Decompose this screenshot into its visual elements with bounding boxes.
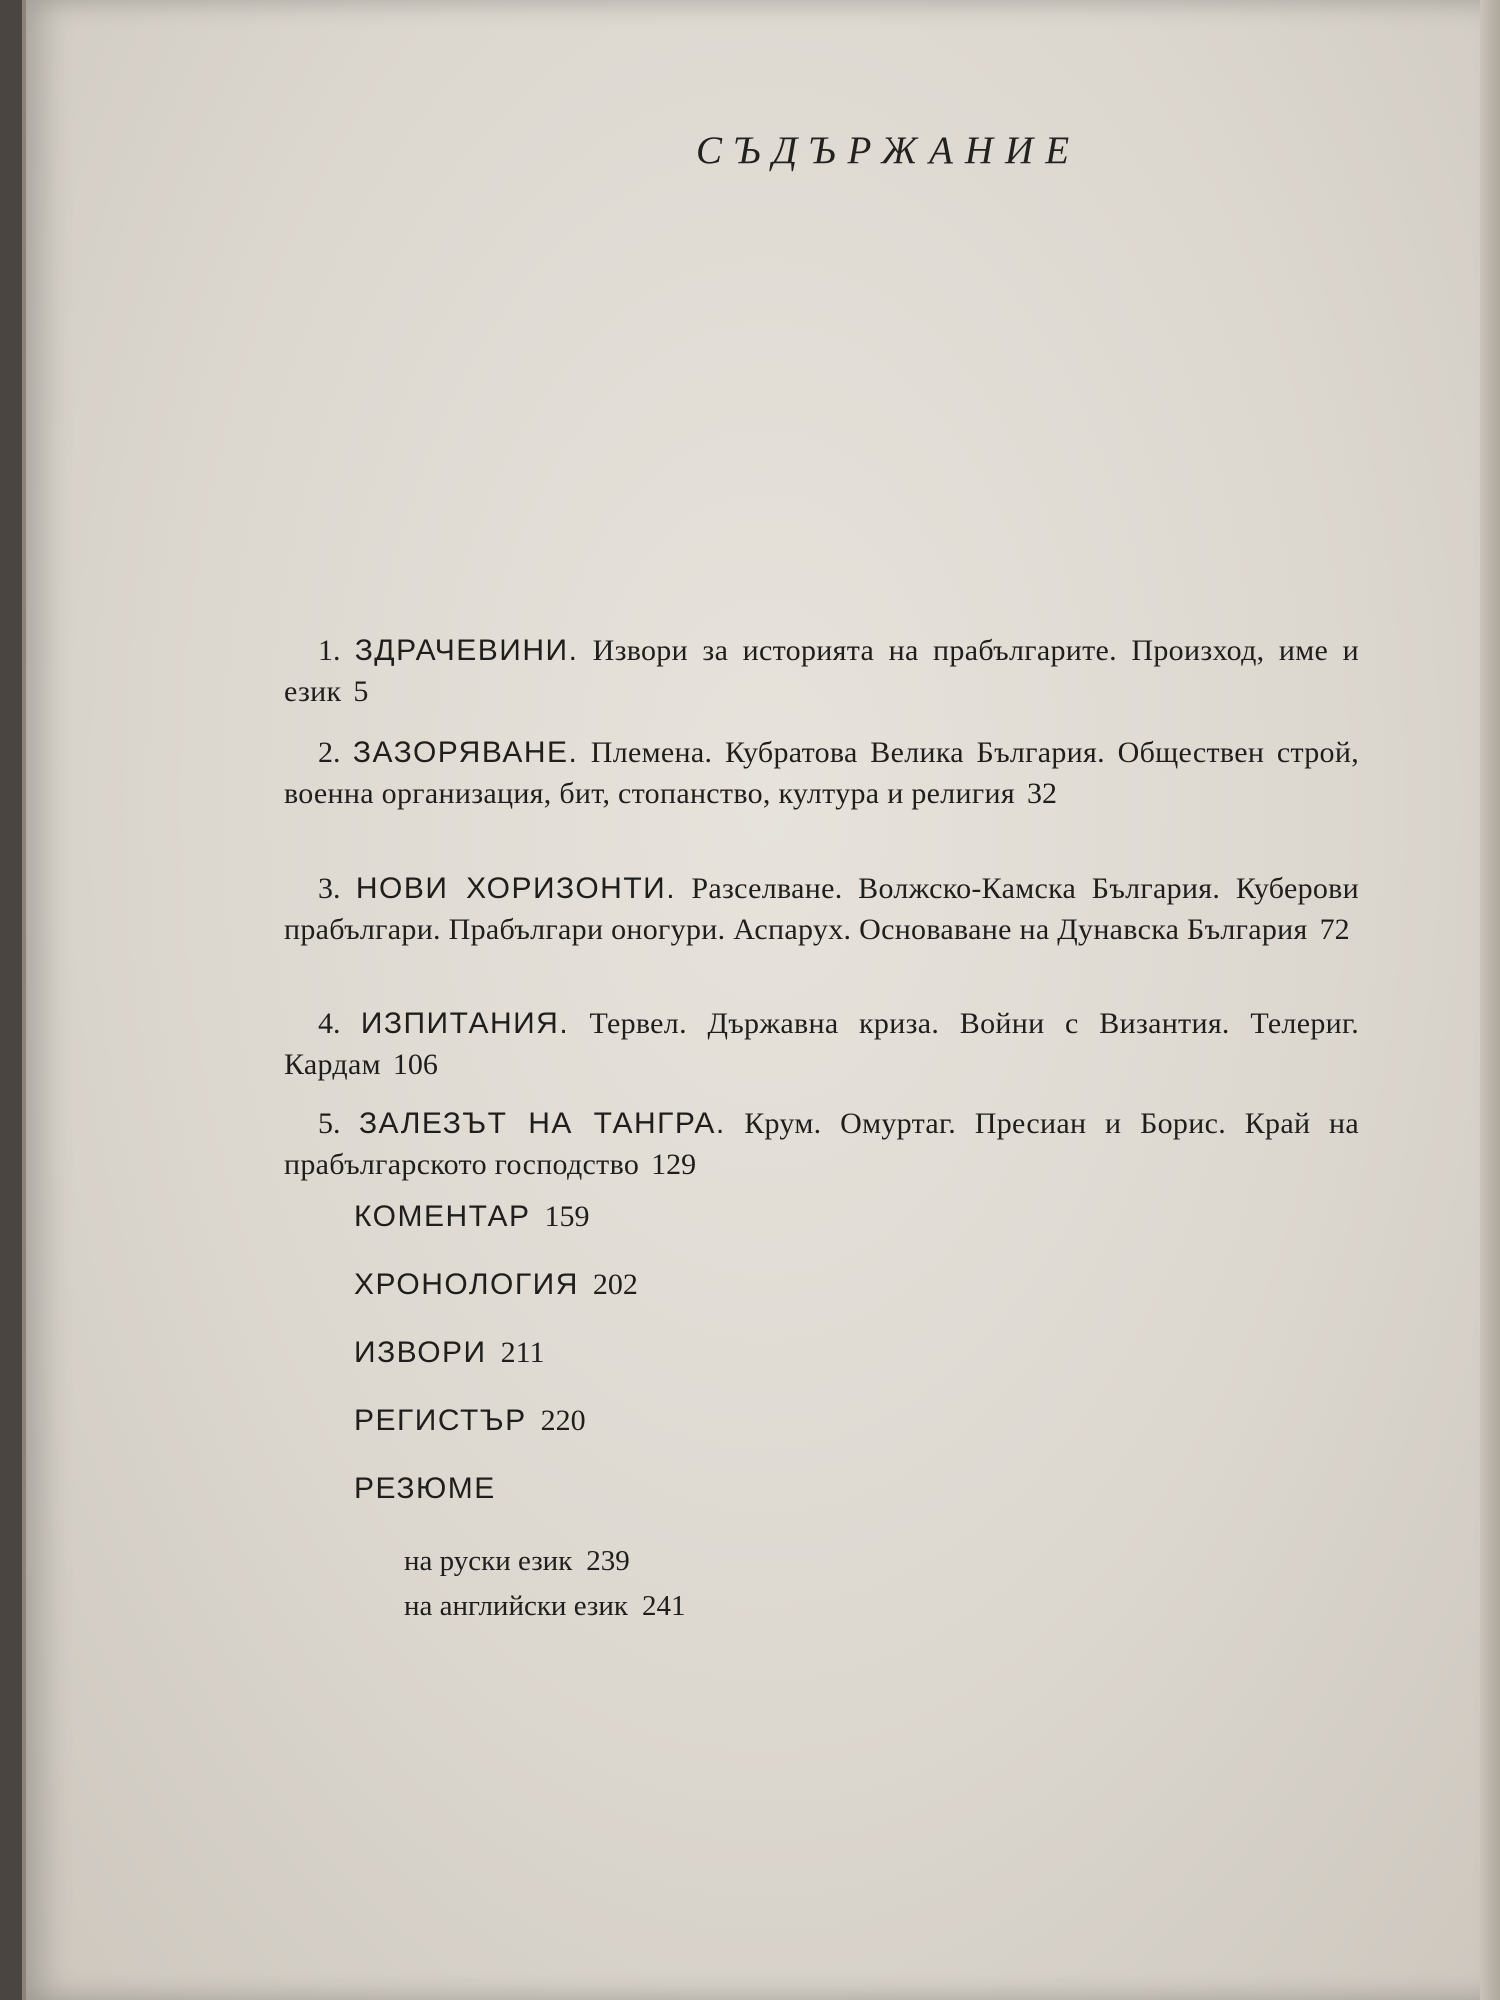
entry-page-number: 32	[1026, 777, 1057, 810]
entry-description: Племена. Кубратова Велика България. Обществен строй, военна организация, бит, стопанство, култура и религия	[284, 736, 1360, 810]
summary-page-number: 239	[586, 1545, 630, 1577]
entry-title: ЗАЛЕЗЪТ НА ТАНГРА.	[358, 1107, 726, 1140]
entry-description: Разселване. Волжско-Камска България. Куберови прабългари. Прабългари оногури. Аспарух. Основаване на Дунавска България	[284, 872, 1360, 946]
entry-number: 5.	[318, 1107, 341, 1140]
entry-number: 2.	[318, 736, 341, 769]
entry-number: 1.	[318, 634, 341, 667]
toc-section-chronology	[354, 1268, 638, 1302]
entry-title: ЗАЗОРЯВАНЕ.	[352, 736, 579, 769]
entry-description: Крум. Омуртаг. Пресиан и Борис. Край на прабългарското господство	[284, 1107, 1360, 1181]
summary-label: на английски език	[404, 1590, 628, 1622]
entry-number: 3.	[318, 872, 341, 905]
toc-entry-1	[284, 630, 1359, 712]
entry-title: ИЗПИТАНИЯ.	[360, 1007, 570, 1040]
summary-russian	[404, 1545, 630, 1578]
toc-section-commentary	[354, 1200, 590, 1234]
toc-section-sources	[354, 1336, 545, 1370]
section-title: ИЗВОРИ	[354, 1336, 487, 1369]
summary-label: на руски език	[404, 1545, 573, 1577]
section-page-number: 220	[540, 1404, 586, 1437]
summary-page-number: 241	[642, 1590, 686, 1622]
toc-entry-4	[284, 1003, 1359, 1085]
toc-section-index	[354, 1404, 586, 1438]
section-page-number: 211	[500, 1336, 545, 1369]
entry-title: ЗДРАЧЕВИНИ.	[354, 634, 579, 667]
toc-entry-2	[284, 732, 1359, 814]
entry-title: НОВИ ХОРИЗОНТИ.	[355, 872, 677, 905]
book-page	[22, 0, 1500, 2000]
toc-entry-3	[284, 868, 1359, 950]
section-page-number: 202	[592, 1268, 638, 1301]
entry-page-number: 106	[392, 1048, 438, 1081]
section-title: РЕЗЮМЕ	[354, 1472, 496, 1505]
summary-english	[404, 1590, 686, 1623]
toc-section-summary	[354, 1472, 496, 1506]
entry-description: Извори за историята на прабългарите. Произход, име и език	[284, 634, 1360, 708]
section-title: ХРОНОЛОГИЯ	[354, 1268, 579, 1301]
entry-page-number: 72	[1319, 913, 1350, 946]
entry-description: Тервел. Държавна криза. Войни с Византия. Телериг. Кардам	[284, 1007, 1359, 1081]
page-title: СЪДЪРЖАНИЕ	[696, 129, 1082, 172]
page-edge	[1480, 0, 1500, 2000]
toc-entry-5	[284, 1103, 1359, 1185]
entry-number: 4.	[318, 1007, 341, 1040]
entry-page-number: 5	[353, 675, 369, 708]
section-page-number: 159	[544, 1200, 590, 1233]
section-title: КОМЕНТАР	[354, 1200, 531, 1233]
entry-page-number: 129	[651, 1148, 697, 1181]
section-title: РЕГИСТЪР	[354, 1404, 527, 1437]
